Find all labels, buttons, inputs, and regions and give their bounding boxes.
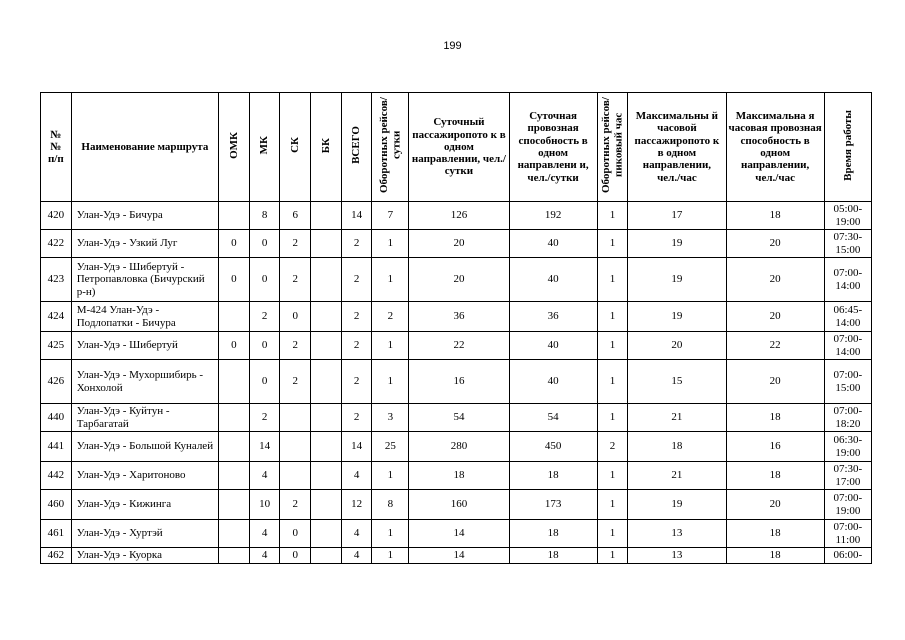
cell-mk: 14: [249, 432, 280, 462]
cell-bk: [311, 462, 342, 490]
cell-trips-day: 1: [372, 548, 409, 564]
cell-bk: [311, 302, 342, 332]
cell-route-name: Улан-Удэ - Бичура: [71, 202, 218, 230]
cell-num: 422: [41, 230, 72, 258]
cell-hours: [824, 404, 871, 432]
cell-total: 14: [341, 432, 372, 462]
table-row: [41, 360, 872, 404]
cell-route-name: М-424 Улан-Удэ - Подлопатки - Бичура: [71, 302, 218, 332]
cell-max-hourly-capacity: 20: [726, 490, 824, 520]
cell-route-name: Улан-Удэ - Хуртэй: [71, 520, 218, 548]
cell-trips-peak: 1: [597, 520, 628, 548]
cell-daily-capacity: 36: [509, 302, 597, 332]
cell-trips-peak: 2: [597, 432, 628, 462]
cell-omk: [219, 520, 250, 548]
routes-table: [40, 92, 872, 564]
cell-daily-flow: 14: [409, 548, 509, 564]
cell-daily-capacity: 18: [509, 520, 597, 548]
cell-max-hourly-capacity: 18: [726, 520, 824, 548]
cell-trips-day: 1: [372, 332, 409, 360]
cell-max-hourly-flow: 19: [628, 230, 726, 258]
cell-num: 462: [41, 548, 72, 564]
cell-daily-flow: 20: [409, 230, 509, 258]
cell-max-hourly-flow: 13: [628, 520, 726, 548]
hours-start: 07:30-: [833, 463, 863, 476]
table-row: [41, 258, 872, 302]
hours-end: 14:00: [835, 345, 861, 358]
cell-daily-capacity: 40: [509, 360, 597, 404]
cell-mk: 0: [249, 332, 280, 360]
cell-trips-peak: 1: [597, 258, 628, 302]
cell-total: 2: [341, 258, 372, 302]
cell-route-name: Улан-Удэ - Куйтун - Тарбагатай: [71, 404, 218, 432]
cell-sk: [280, 462, 311, 490]
cell-mk: 8: [249, 202, 280, 230]
cell-hours: [824, 490, 871, 520]
cell-route-name: Улан-Удэ - Узкий Луг: [71, 230, 218, 258]
hours-end: 15:00: [835, 243, 861, 256]
cell-trips-day: 1: [372, 258, 409, 302]
cell-sk: 2: [280, 230, 311, 258]
cell-max-hourly-capacity: 20: [726, 302, 824, 332]
cell-bk: [311, 360, 342, 404]
cell-max-hourly-flow: 19: [628, 258, 726, 302]
cell-omk: [219, 360, 250, 404]
cell-trips-day: 7: [372, 202, 409, 230]
cell-trips-day: 1: [372, 520, 409, 548]
cell-hours: [824, 230, 871, 258]
cell-trips-peak: 1: [597, 202, 628, 230]
cell-num: 420: [41, 202, 72, 230]
cell-daily-flow: 280: [409, 432, 509, 462]
cell-daily-flow: 160: [409, 490, 509, 520]
header-trips-peak: Оборотных рейсов/ пиковый час: [597, 93, 628, 202]
hours-end: 19:00: [835, 504, 861, 517]
header-hours: Время работы: [824, 93, 871, 202]
hours-end: 14:00: [835, 279, 861, 292]
hours-start: 07:00-: [833, 333, 863, 346]
hours-start: 07:00-: [833, 369, 863, 382]
cell-daily-capacity: 54: [509, 404, 597, 432]
cell-total: 4: [341, 520, 372, 548]
cell-total: 2: [341, 360, 372, 404]
hours-start: 06:45-: [833, 304, 863, 317]
cell-hours: [824, 462, 871, 490]
cell-max-hourly-capacity: 16: [726, 432, 824, 462]
cell-trips-peak: 1: [597, 548, 628, 564]
cell-sk: 0: [280, 520, 311, 548]
cell-trips-day: 1: [372, 462, 409, 490]
cell-mk: 4: [249, 548, 280, 564]
hours-start: 05:00-: [833, 203, 863, 216]
cell-mk: 0: [249, 360, 280, 404]
cell-bk: [311, 404, 342, 432]
header-daily-capacity: Суточная провозная способность в одном направлени и, чел./сутки: [509, 93, 597, 202]
hours-start: 07:30-: [833, 231, 863, 244]
cell-hours: [824, 302, 871, 332]
hours-end: 11:00: [835, 533, 861, 546]
cell-hours: [824, 332, 871, 360]
cell-num: 440: [41, 404, 72, 432]
cell-max-hourly-flow: 19: [628, 490, 726, 520]
cell-route-name: Улан-Удэ - Мухоршибирь - Хонхолой: [71, 360, 218, 404]
cell-omk: [219, 404, 250, 432]
table-row: [41, 230, 872, 258]
cell-hours: [824, 202, 871, 230]
table-row: [41, 520, 872, 548]
header-route-name: Наименование маршрута: [71, 93, 218, 202]
table-row: [41, 202, 872, 230]
hours-end: 19:00: [835, 215, 861, 228]
cell-max-hourly-flow: 18: [628, 432, 726, 462]
cell-omk: [219, 432, 250, 462]
hours-start: 06:30-: [833, 434, 863, 447]
cell-hours: [824, 520, 871, 548]
cell-total: 2: [341, 230, 372, 258]
cell-max-hourly-flow: 13: [628, 548, 726, 564]
cell-mk: 0: [249, 230, 280, 258]
cell-trips-peak: 1: [597, 490, 628, 520]
cell-trips-day: 1: [372, 360, 409, 404]
cell-bk: [311, 202, 342, 230]
hours-end: 17:00: [835, 475, 861, 488]
cell-max-hourly-flow: 20: [628, 332, 726, 360]
cell-sk: 2: [280, 258, 311, 302]
cell-daily-flow: 36: [409, 302, 509, 332]
cell-hours: [824, 432, 871, 462]
header-num: № № п/п: [41, 93, 72, 202]
cell-total: 2: [341, 404, 372, 432]
cell-daily-flow: 126: [409, 202, 509, 230]
hours-end: 14:00: [835, 316, 861, 329]
table-row: [41, 404, 872, 432]
cell-daily-capacity: 18: [509, 548, 597, 564]
cell-hours: [824, 548, 871, 564]
hours-end: 15:00: [835, 381, 861, 394]
header-total: ВСЕГО: [341, 93, 372, 202]
table-row: [41, 432, 872, 462]
header-trips-day: Оборотных рейсов/сутки: [372, 93, 409, 202]
cell-num: 442: [41, 462, 72, 490]
cell-sk: [280, 432, 311, 462]
cell-trips-peak: 1: [597, 360, 628, 404]
cell-num: 425: [41, 332, 72, 360]
table-row: [41, 332, 872, 360]
cell-num: 424: [41, 302, 72, 332]
cell-omk: [219, 462, 250, 490]
cell-sk: 2: [280, 490, 311, 520]
cell-daily-flow: 16: [409, 360, 509, 404]
cell-sk: [280, 404, 311, 432]
cell-trips-peak: 1: [597, 404, 628, 432]
cell-bk: [311, 490, 342, 520]
cell-daily-flow: 18: [409, 462, 509, 490]
hours-start: 07:00-: [833, 405, 863, 418]
cell-num: 461: [41, 520, 72, 548]
cell-max-hourly-flow: 21: [628, 404, 726, 432]
header-daily-flow: Суточный пассажиропото к в одном направлении, чел./сутки: [409, 93, 509, 202]
hours-start: 07:00-: [833, 267, 863, 280]
cell-bk: [311, 332, 342, 360]
cell-bk: [311, 548, 342, 564]
cell-num: 423: [41, 258, 72, 302]
cell-bk: [311, 432, 342, 462]
cell-total: 4: [341, 548, 372, 564]
cell-daily-capacity: 40: [509, 230, 597, 258]
cell-total: 2: [341, 302, 372, 332]
cell-max-hourly-flow: 15: [628, 360, 726, 404]
hours-end: 19:00: [835, 446, 861, 459]
cell-omk: 0: [219, 230, 250, 258]
table-row: [41, 490, 872, 520]
cell-daily-flow: 54: [409, 404, 509, 432]
cell-max-hourly-flow: 19: [628, 302, 726, 332]
cell-sk: 6: [280, 202, 311, 230]
cell-max-hourly-capacity: 18: [726, 548, 824, 564]
table-header-row: [41, 93, 872, 202]
cell-bk: [311, 230, 342, 258]
cell-max-hourly-capacity: 20: [726, 230, 824, 258]
hours-start: 06:00-: [833, 549, 863, 562]
cell-mk: 4: [249, 462, 280, 490]
cell-max-hourly-capacity: 20: [726, 258, 824, 302]
cell-daily-flow: 22: [409, 332, 509, 360]
cell-sk: 0: [280, 302, 311, 332]
cell-mk: 2: [249, 302, 280, 332]
cell-mk: 2: [249, 404, 280, 432]
cell-bk: [311, 258, 342, 302]
hours-end: 18:20: [835, 417, 861, 430]
cell-omk: [219, 202, 250, 230]
cell-sk: 0: [280, 548, 311, 564]
table-row: [41, 462, 872, 490]
cell-route-name: Улан-Удэ - Кижинга: [71, 490, 218, 520]
cell-num: 460: [41, 490, 72, 520]
cell-trips-peak: 1: [597, 462, 628, 490]
cell-hours: [824, 360, 871, 404]
header-mk: МК: [249, 93, 280, 202]
table-row: [41, 302, 872, 332]
cell-trips-peak: 1: [597, 302, 628, 332]
cell-max-hourly-capacity: 22: [726, 332, 824, 360]
cell-max-hourly-capacity: 18: [726, 404, 824, 432]
cell-daily-flow: 14: [409, 520, 509, 548]
cell-total: 14: [341, 202, 372, 230]
cell-route-name: Улан-Удэ - Харитоново: [71, 462, 218, 490]
cell-omk: [219, 302, 250, 332]
cell-trips-day: 1: [372, 230, 409, 258]
cell-max-hourly-capacity: 18: [726, 462, 824, 490]
cell-route-name: Улан-Удэ - Шибертуй: [71, 332, 218, 360]
table-row: [41, 548, 872, 564]
hours-start: 07:00-: [833, 492, 863, 505]
header-sk: СК: [280, 93, 311, 202]
cell-trips-peak: 1: [597, 230, 628, 258]
cell-bk: [311, 520, 342, 548]
cell-trips-day: 2: [372, 302, 409, 332]
cell-route-name: Улан-Удэ - Куорка: [71, 548, 218, 564]
header-bk: БК: [311, 93, 342, 202]
cell-daily-flow: 20: [409, 258, 509, 302]
cell-trips-day: 25: [372, 432, 409, 462]
cell-route-name: Улан-Удэ - Большой Куналей: [71, 432, 218, 462]
header-max-hourly-capacity: Максимальна я часовая провозная способность в одном направлении, чел./час: [726, 93, 824, 202]
cell-num: 426: [41, 360, 72, 404]
cell-trips-day: 3: [372, 404, 409, 432]
cell-total: 12: [341, 490, 372, 520]
cell-num: 441: [41, 432, 72, 462]
cell-daily-capacity: 450: [509, 432, 597, 462]
cell-omk: [219, 490, 250, 520]
hours-start: 07:00-: [833, 521, 863, 534]
cell-trips-peak: 1: [597, 332, 628, 360]
cell-daily-capacity: 173: [509, 490, 597, 520]
cell-sk: 2: [280, 360, 311, 404]
header-omk: ОМК: [219, 93, 250, 202]
cell-omk: 0: [219, 258, 250, 302]
cell-hours: [824, 258, 871, 302]
cell-daily-capacity: 40: [509, 332, 597, 360]
cell-max-hourly-flow: 17: [628, 202, 726, 230]
cell-mk: 4: [249, 520, 280, 548]
cell-max-hourly-capacity: 18: [726, 202, 824, 230]
cell-daily-capacity: 18: [509, 462, 597, 490]
cell-daily-capacity: 40: [509, 258, 597, 302]
cell-route-name: Улан-Удэ - Шибертуй - Петропавловка (Бичурский р-н): [71, 258, 218, 302]
cell-daily-capacity: 192: [509, 202, 597, 230]
cell-omk: [219, 548, 250, 564]
cell-total: 2: [341, 332, 372, 360]
header-max-hourly-flow: Максимальны й часовой пассажиропото к в одном направлении, чел./час: [628, 93, 726, 202]
cell-sk: 2: [280, 332, 311, 360]
cell-mk: 0: [249, 258, 280, 302]
page-number: 199: [443, 40, 462, 52]
cell-max-hourly-flow: 21: [628, 462, 726, 490]
cell-trips-day: 8: [372, 490, 409, 520]
table-body: [41, 202, 872, 564]
cell-omk: 0: [219, 332, 250, 360]
cell-total: 4: [341, 462, 372, 490]
cell-max-hourly-capacity: 20: [726, 360, 824, 404]
cell-mk: 10: [249, 490, 280, 520]
